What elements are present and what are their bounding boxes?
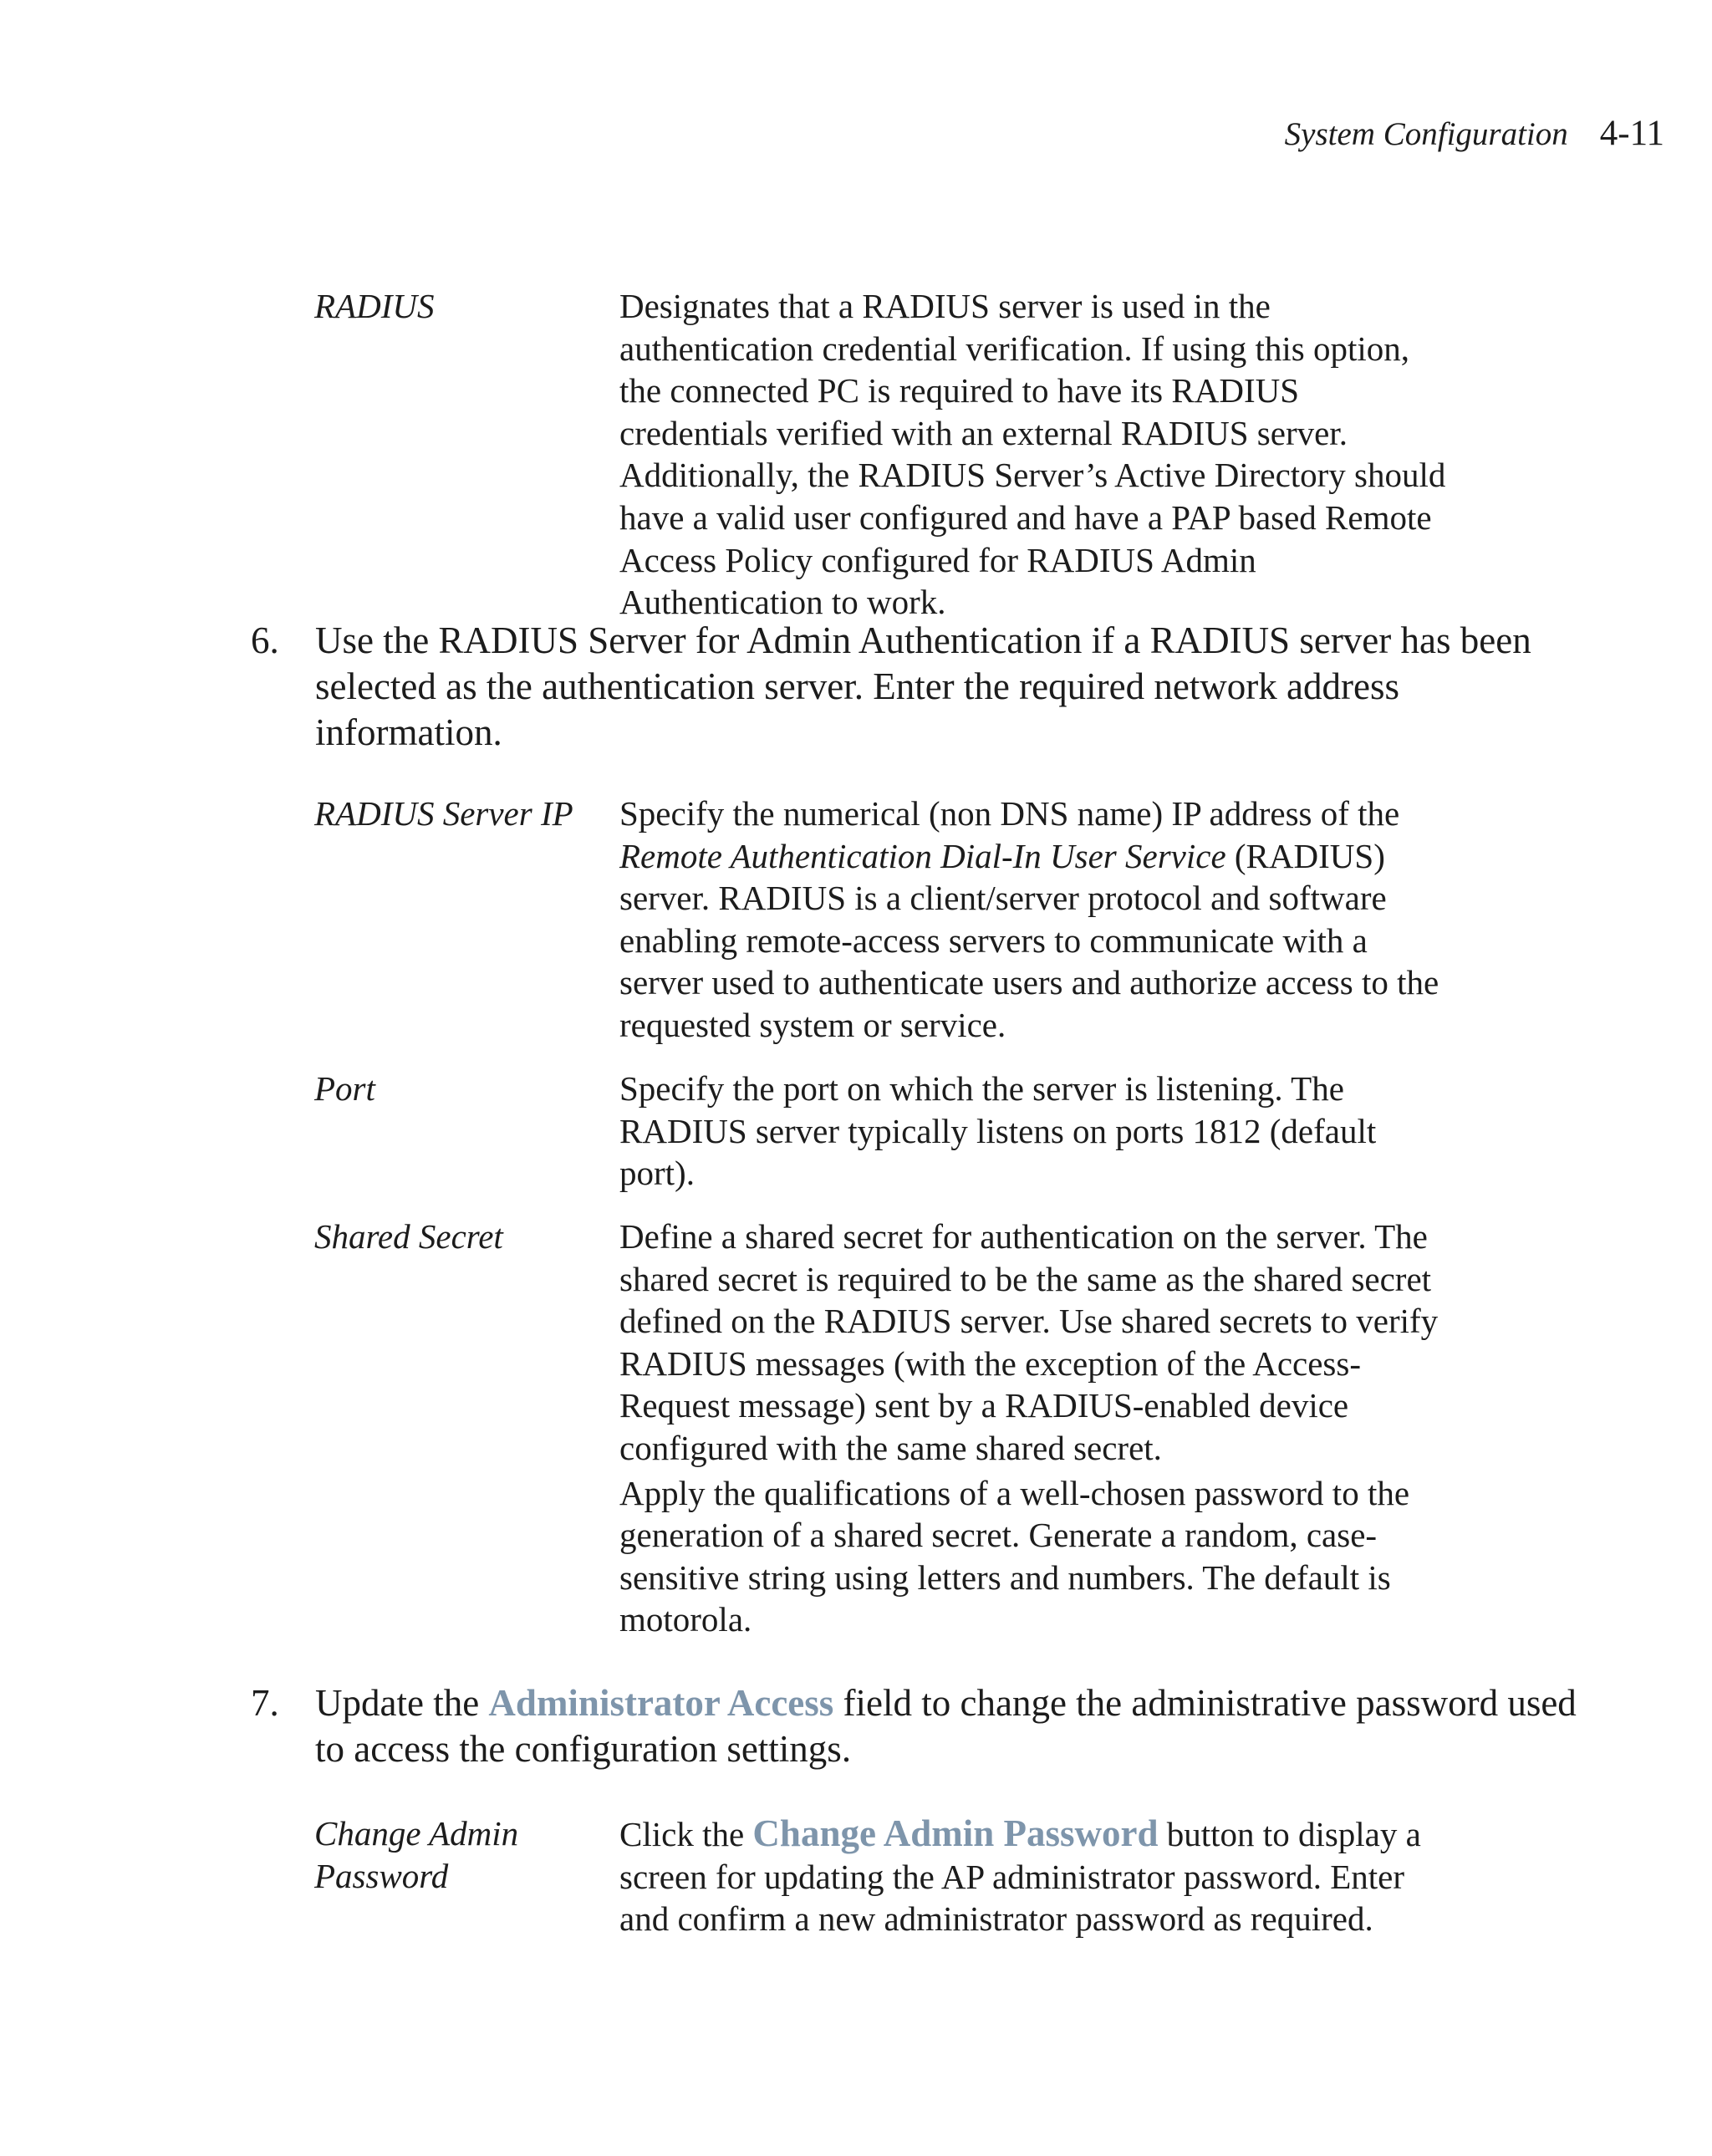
description-text: Specify the port on which the server is listening. The RADIUS server typically listens on ports 1812 (default port). [619,1069,1377,1193]
definition-description [619,1216,1455,1641]
step-number: 7. [251,1682,279,1724]
description-text: Specify the numerical (non DNS name) IP address of the [619,794,1400,833]
step-text-prefix: Update the [315,1682,480,1724]
page-header [1285,114,1664,155]
definition-description [619,285,1455,624]
description-text: (RADIUS) server. RADIUS is a client/server protocol and software enabling remote-access servers to communicate with a server used to authenticate users and authorize access to the requested system or service. [619,836,1439,1044]
description-text: Click the [619,1815,745,1853]
definition-term-line: Password [314,1856,449,1895]
definition-shared-secret [314,1216,1460,1641]
definition-term: RADIUS [314,287,435,325]
definition-term: RADIUS Server IP [314,794,573,833]
administrator-access-ui-label: Administrator Access [488,1682,834,1724]
step-number: 6. [251,619,279,661]
step-6 [251,618,1588,756]
description-italic-term: Remote Authentication Dial-In User Service [619,836,1226,875]
definition-term [314,1812,619,1940]
running-section-title: System Configuration [1284,116,1568,152]
definition-port [314,1068,1460,1195]
step-7 [251,1680,1588,1772]
definition-term-line: Change Admin [314,1814,519,1853]
definition-radius [314,285,1460,624]
description-text: button to display a screen for updating the AP administrator password. Enter and confirm a new administrator password as required. [619,1815,1421,1939]
step-text [315,1680,1588,1772]
definition-description [619,1812,1455,1940]
definition-term: Shared Secret [314,1217,503,1256]
description-paragraph-2: Apply the qualifications of a well-chosen password to the generation of a shared secret. Generate a random, case-sensitive string using letters and numbers. The default is motorola. [619,1473,1410,1639]
description-text: Designates that a RADIUS server is used in the authentication credential verification. If using this option, the connected PC is required to have its RADIUS credentials verified with an external RADIUS server. Additionally, the RADIUS Server’s Active Directory should have a valid user configured and have a PAP based Remote Access Policy configured for RADIUS Admin Authentication to work. [619,287,1446,622]
definition-description [619,1068,1455,1195]
page-number: 4-11 [1599,114,1664,153]
step-text: Use the RADIUS Server for Admin Authentication if a RADIUS server has been selected as the authentication server. Enter the required network address information. [315,619,1531,753]
description-paragraph-1: Define a shared secret for authentication on the server. The shared secret is required to be the same as the shared secret defined on the RADIUS server. Use shared secrets to verify RADIUS messages (with the exception of the Access-Request message) sent by a RADIUS-enabled device configured with the same shared secret. [619,1217,1439,1467]
step-text-suffix: field to change the administrative password used to access the configuration settings. [315,1682,1577,1770]
definition-radius-server-ip [314,793,1460,1047]
definition-change-admin-password [314,1812,1460,1940]
change-admin-password-ui-label: Change Admin Password [752,1812,1159,1854]
definition-description [619,793,1455,1047]
definition-term: Port [314,1069,375,1108]
